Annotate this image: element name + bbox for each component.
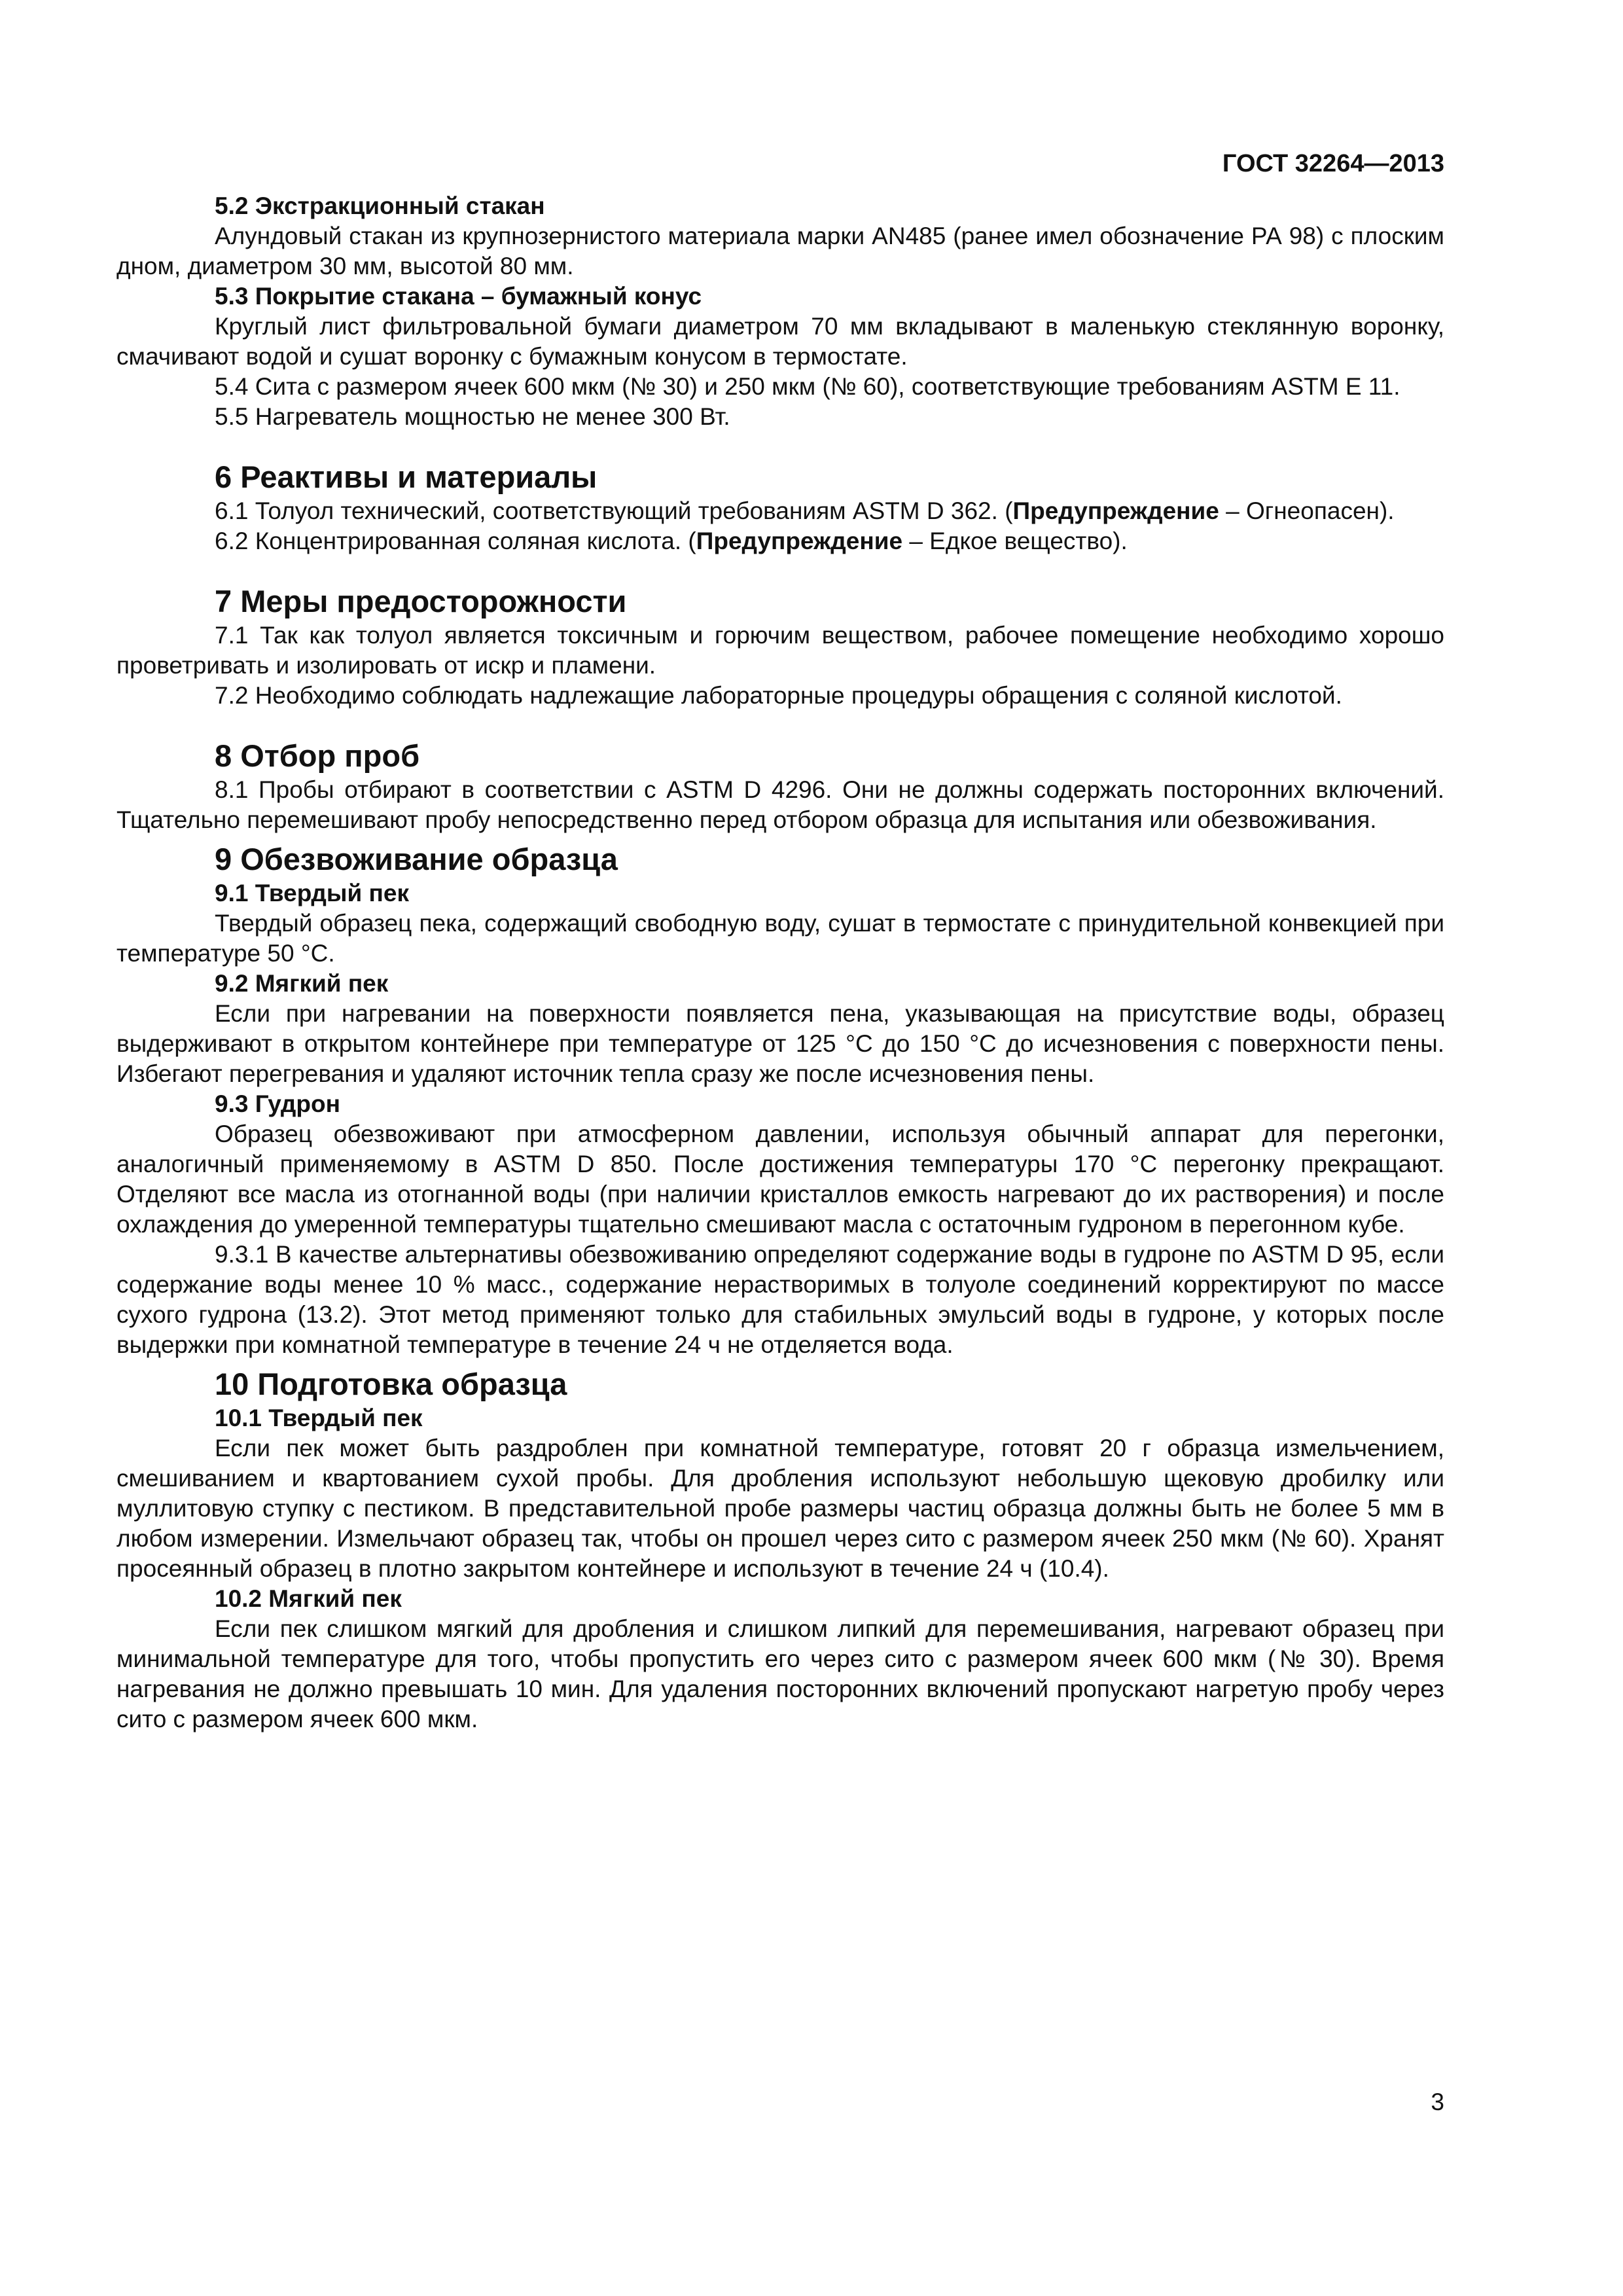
section-5-2-text: Алундовый стакан из крупнозернистого материала марки AN485 (ранее имел обозначение РА 98) с плоским дном, диаметром 30 мм, высотой 80 мм. [116, 223, 1444, 279]
section-10-1-title: 10.1 Твердый пек [215, 1405, 423, 1431]
section-8-1-text: 8.1 Пробы отбирают в соответствии с ASTM D 4296. Они не должны содержать посторонних включений. Тщательно перемешивают пробу непосредственно перед отбором образца для испытания или обезвоживания. [116, 776, 1444, 833]
section-10-2-text: Если пек слишком мягкий для дробления и слишком липкий для перемешивания, нагревают образец при минимальной температуре для того, чтобы пропустить его через сито с размером ячеек 600 мкм (№ 30). Время нагревания не должно превышать 10 мин. Для удаления посторонних включений пропускают нагретую пробу через сито с размером ячеек 600 мкм. [116, 1615, 1444, 1732]
section-6-heading: 6 Реактивы и материалы [215, 459, 597, 494]
section-9-1-text: Твердый образец пека, содержащий свободную воду, сушат в термостате с принудительной конвекцией при температуре 50 °С. [116, 910, 1444, 967]
section-5-5-text: 5.5 Нагреватель мощностью не менее 300 Вт. [215, 403, 730, 430]
section-9-3-text: Образец обезвоживают при атмосферном давлении, используя обычный аппарат для перегонки, аналогичный применяемому в ASTM D 850. После достижения температуры 170 °С перегонку прекращают. Отделяют все масла из отогнанной воды (при наличии кристаллов емкость нагревают до их растворения) и после охлаждения до умеренной температуры тщательно смешивают масла с остаточным гудроном в перегонном кубе. [116, 1121, 1444, 1238]
section-9-1-title: 9.1 Твердый пек [215, 880, 409, 906]
section-7-2-text: 7.2 Необходимо соблюдать надлежащие лабораторные процедуры обращения с соляной кислотой. [215, 682, 1342, 709]
section-8-heading: 8 Отбор проб [215, 738, 420, 773]
section-9-3-1-text: 9.3.1 В качестве альтернативы обезвоживанию определяют содержание воды в гудроне по ASTM D 95, если содержание воды менее 10 % масс., содержание нерастворимых в толуоле соединений корректируют по массе сухого гудрона (13.2). Этот метод применяют только для стабильных эмульсий воды в гудроне, у которых после выдержки при комнатной температуре в течение 24 ч не отделяется вода. [116, 1241, 1444, 1358]
section-6-2-text-end: – Едкое вещество). [902, 528, 1128, 554]
section-6-1-text [116, 496, 1444, 526]
section-10-1-text: Если пек может быть раздроблен при комнатной температуре, готовят 20 г образца измельчением, смешиванием и квартованием сухой пробы. Для дробления используют небольшую щековую дробилку или муллитовую ступку с пестиком. В представительной пробе размеры частиц образца должны быть не более 5 мм в любом измерении. Измельчают образец так, чтобы он прошел через сито с размером ячеек 250 мкм (№ 60). Хранят просеянный образец в плотно закрытом контейнере и используют в течение 24 ч (10.4). [116, 1435, 1444, 1582]
section-5-3-title: 5.3 Покрытие стакана – бумажный конус [215, 283, 702, 310]
section-5-3-text: Круглый лист фильтровальной бумаги диаметром 70 мм вкладывают в маленькую стеклянную воронку, смачивают водой и сушат воронку с бумажным конусом в термостате. [116, 313, 1444, 370]
warning-label: Предупреждение [1012, 497, 1219, 524]
section-9-3-title: 9.3 Гудрон [215, 1090, 340, 1117]
section-6-1-text-end: – Огнеопасен). [1219, 497, 1395, 524]
section-9-heading: 9 Обезвоживание образца [215, 842, 618, 876]
section-10-2-title: 10.2 Мягкий пек [215, 1585, 402, 1612]
section-5-4-text: 5.4 Сита с размером ячеек 600 мкм (№ 30) и 250 мкм (№ 60), соответствующие требованиям ASTM E 11. [215, 373, 1400, 400]
section-9-2-text: Если при нагревании на поверхности появляется пена, указывающая на присутствие воды, образец выдерживают в открытом контейнере при температуре от 125 °С до 150 °С до исчезновения с поверхности пены. Избегают перегревания и удаляют источник тепла сразу же после исчезновения пены. [116, 1000, 1444, 1087]
document-body [116, 191, 1444, 1734]
section-5-2-title: 5.2 Экстракционный стакан [215, 192, 545, 219]
page-number: 3 [1431, 2089, 1444, 2115]
document-id-header: ГОСТ 32264—2013 [1222, 150, 1444, 177]
section-6-2-text-start: 6.2 Концентрированная соляная кислота. ( [215, 528, 696, 554]
section-7-heading: 7 Меры предосторожности [215, 584, 627, 619]
section-10-heading: 10 Подготовка образца [215, 1367, 567, 1401]
section-6-1-text-start: 6.1 Толуол технический, соответствующий требованиям ASTM D 362. ( [215, 497, 1013, 524]
section-7-1-text: 7.1 Так как толуол является токсичным и горючим веществом, рабочее помещение необходимо хорошо проветривать и изолировать от искр и пламени. [116, 622, 1444, 679]
warning-label: Предупреждение [696, 528, 903, 554]
section-9-2-title: 9.2 Мягкий пек [215, 970, 389, 997]
section-6-2-text [116, 526, 1444, 556]
